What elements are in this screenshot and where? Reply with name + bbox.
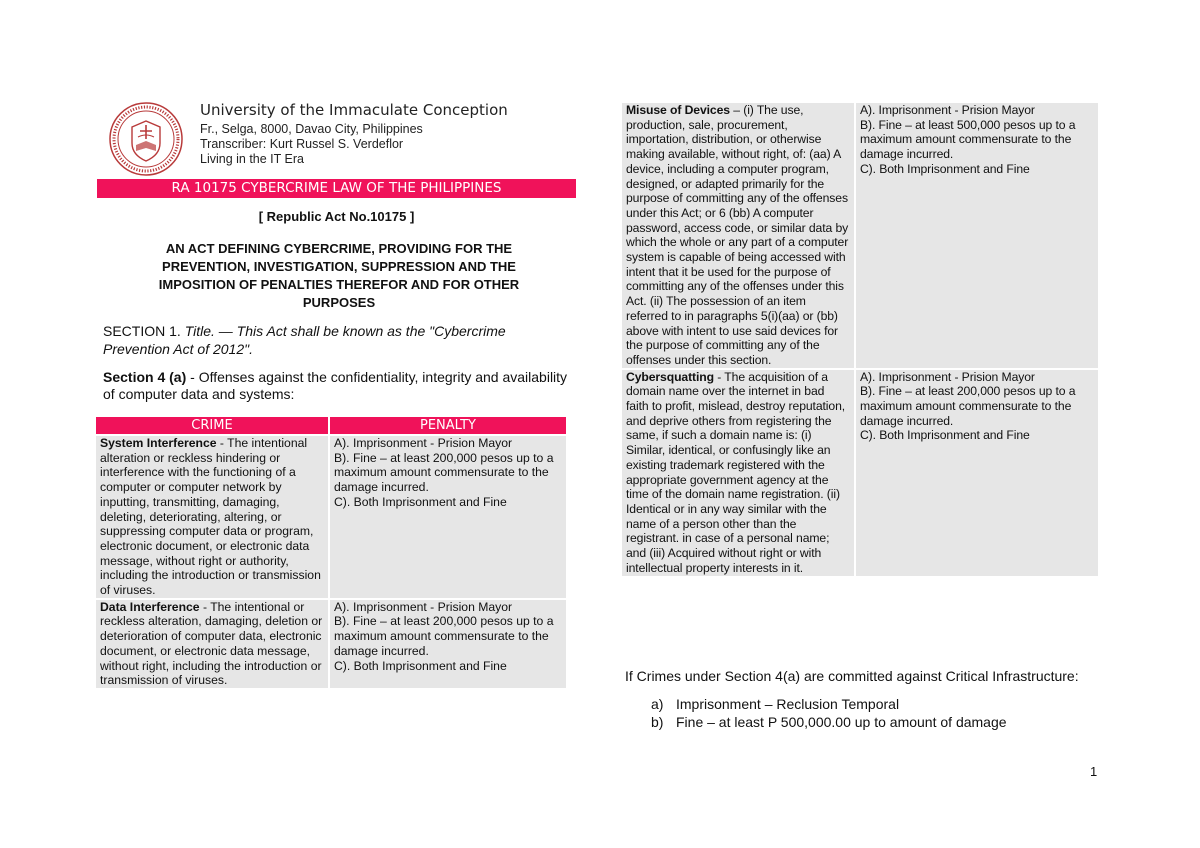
- penalty-b: B). Fine – at least 200,000 pesos up to a maximum amount commensurate to the damage incurred.: [859, 384, 1076, 428]
- crime-cell: [622, 370, 854, 576]
- table-row: [622, 370, 1098, 576]
- crime-cell: [96, 600, 328, 688]
- university-address: Fr., Selga, 8000, Davao City, Philippines: [200, 122, 423, 136]
- crime-cell: [96, 436, 328, 598]
- penalty-a: A). Imprisonment - Prision Mayor: [859, 369, 1035, 384]
- list-item: [651, 714, 1007, 730]
- penalty-b: B). Fine – at least 500,000 pesos up to a maximum amount commensurate to the damage incurred.: [859, 117, 1076, 162]
- table-row: [96, 436, 566, 598]
- section-1-label: SECTION 1.: [103, 323, 185, 339]
- crime-description: - The intentional or reckless alteration, damaging, deletion or deterioration of computer data, electronic document, or electronic data message, without right, including the introduction or transmission of viruses.: [100, 599, 323, 688]
- section-1-text: . — This Act shall be known as the "Cybercrime Prevention Act of 2012".: [103, 323, 506, 357]
- penalty-cell: [330, 436, 566, 598]
- list-item: [651, 696, 899, 712]
- list-marker: a): [651, 696, 664, 712]
- section-4a: [103, 369, 573, 403]
- crime-cell: [622, 103, 854, 368]
- penalty-a: A). Imprisonment - Prision Mayor: [859, 103, 1035, 117]
- crime-description: - The acquisition of a domain name over the internet in bad faith to profit, mislead, destroy reputation, and deprive others from registering the same, if such a domain name is: (i) Similar, identical, or confusingly like an existing trademark registered with the appropriate government agency at the time of the domain name registration. (ii) Identical or in any way similar with the name of a person other than the registrant. in case of a personal name; and (iii) Acquired without right or with intellectual property interests in it.: [626, 369, 846, 575]
- offenses-table-right: [620, 101, 1100, 578]
- crime-column-header: CRIME: [96, 417, 328, 434]
- penalty-b: B). Fine – at least 200,000 pesos up to a maximum amount commensurate to the damage incurred.: [333, 614, 554, 658]
- table-header-row: [96, 417, 566, 434]
- tagline: Living in the IT Era: [200, 152, 304, 166]
- act-title: AN ACT DEFINING CYBERCRIME, PROVIDING FOR THE PREVENTION, INVESTIGATION, SUPPRESSION AND THE IMPOSITION OF PENALTIES THEREFOR AND FOR OTHER PURPOSES: [158, 241, 520, 310]
- transcriber: Transcriber: Kurt Russel S. Verdeflor: [200, 137, 404, 151]
- crime-name: Data Interference: [100, 599, 200, 614]
- republic-act-number: [ Republic Act No.10175 ]: [258, 209, 415, 224]
- penalty-c: C). Both Imprisonment and Fine: [333, 658, 507, 673]
- critical-infrastructure-intro: If Crimes under Section 4(a) are committed against Critical Infrastructure:: [625, 668, 1079, 684]
- crime-name: Cybersquatting: [626, 369, 714, 384]
- penalty-column-header: PENALTY: [330, 417, 566, 434]
- section-1-title: Title: [184, 323, 212, 339]
- university-name: University of the Immaculate Conception: [200, 101, 508, 119]
- penalty-a: A). Imprisonment - Prision Mayor: [333, 436, 513, 450]
- crime-description: - The intentional alteration or reckless hindering or interference with the functioning of a computer or computer network by inputting, transmitting, damaging, deleting, deteriorating, altering, or suppressing computer data or program, electronic document, or electronic data message, without right or authority, including the introduction or transmission of viruses.: [100, 436, 321, 598]
- penalty-cell: [856, 370, 1098, 576]
- title-banner: RA 10175 CYBERCRIME LAW OF THE PHILIPPINES: [97, 179, 576, 198]
- offenses-table-left: [94, 415, 568, 690]
- penalty-a: A). Imprisonment - Prision Mayor: [333, 599, 513, 614]
- penalty-c: C). Both Imprisonment and Fine: [333, 494, 507, 509]
- crime-name: System Interference: [100, 436, 217, 450]
- list-text: Imprisonment – Reclusion Temporal: [676, 696, 900, 712]
- list-marker: b): [651, 714, 664, 730]
- university-seal-logo: [108, 101, 184, 177]
- page-number: 1: [1090, 764, 1098, 779]
- list-text: Fine – at least P 500,000.00 up to amount of damage: [676, 714, 1007, 730]
- section-4a-text: - Offenses against the confidentiality, integrity and availability of computer data and systems:: [103, 369, 568, 402]
- section-4a-label: Section 4 (a): [103, 369, 187, 385]
- penalty-b: B). Fine – at least 200,000 pesos up to a maximum amount commensurate to the damage incurred.: [333, 450, 554, 495]
- penalty-cell: [330, 600, 566, 688]
- section-1: [103, 322, 573, 358]
- table-row: [622, 103, 1098, 368]
- crime-name: Misuse of Devices: [626, 103, 730, 117]
- crime-description: – (i) The use, production, sale, procurement, importation, distribution, or otherwise making available, without right, of: (aa) A device, including a computer program, designed, or adapted primarily for the purpose of committing any of the offenses under this Act; or 6 (bb) A computer password, access code, or similar data by which the whole or any part of a computer system is capable of being accessed with intent that it be used for the purpose of committing any of the offenses under this Act. (ii) The possession of an item referred to in paragraphs 5(i)(aa) or (bb) above with intent to use said devices for the purpose of committing any of the offenses under this section.: [626, 103, 849, 367]
- table-row: [96, 600, 566, 688]
- penalty-c: C). Both Imprisonment and Fine: [859, 161, 1030, 176]
- penalty-cell: [856, 103, 1098, 368]
- penalty-c: C). Both Imprisonment and Fine: [859, 428, 1030, 443]
